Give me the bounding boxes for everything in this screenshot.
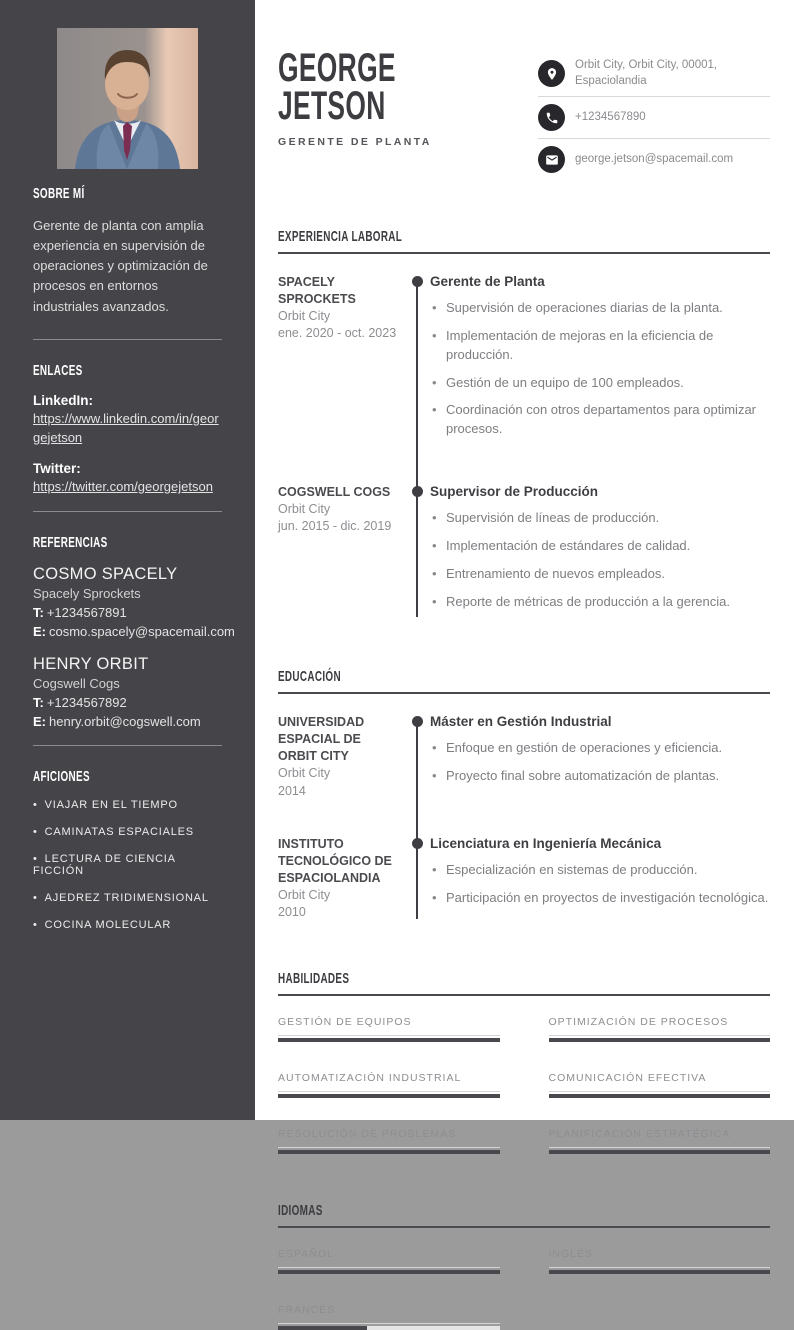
entry-body (416, 274, 770, 448)
hobbies-section (33, 768, 222, 931)
skill-label: AUTOMATIZACIÓN INDUSTRIAL (278, 1071, 462, 1084)
reference-email: E: cosmo.spacely@spacemail.com (33, 624, 235, 640)
language-item (278, 1304, 500, 1330)
entry-title: Supervisor de Producción (430, 484, 599, 500)
skill-track (278, 1147, 500, 1148)
skill-item (278, 1016, 500, 1042)
last-name: JETSON (278, 84, 386, 128)
sidebar (0, 0, 255, 1120)
skill-label: PLANIFICACIÓN ESTRATÉGICA (548, 1127, 731, 1140)
language-track (549, 1267, 771, 1268)
skill-bar (549, 1150, 771, 1154)
phone-icon (538, 104, 565, 131)
contact-text: Orbit City, Orbit City, 00001, Espaciolandia (575, 59, 718, 87)
entry-bullet-list (430, 861, 770, 908)
skill-track (278, 1035, 500, 1036)
link-label: Twitter: (33, 461, 81, 477)
contact-phone (538, 97, 770, 139)
references-heading: REFERENCIAS (33, 534, 108, 552)
skill-bar-fill (549, 1038, 771, 1042)
hobby-item: • COCINA MOLECULAR (33, 919, 222, 931)
skill-track (278, 1091, 500, 1092)
section-rule (278, 252, 770, 254)
skill-bar-fill (278, 1038, 500, 1042)
timeline-dot (412, 838, 423, 849)
email-icon (538, 146, 565, 173)
entry-bullet: • Coordinación con otros departamentos para optimizar procesos. (430, 401, 770, 439)
entry-bullet-list (430, 739, 770, 786)
entry-bullet: • Proyecto final sobre automatización de plantas. (430, 767, 770, 786)
entry-bullet: • Reporte de métricas de producción a la gerencia. (430, 593, 770, 612)
skill-label: RESOLUCIÓN DE PROBLEMAS (278, 1127, 457, 1140)
about-heading: SOBRE MÍ (33, 185, 85, 202)
language-label: ESPAÑOL (278, 1247, 334, 1260)
language-label: FRANCÉS (278, 1303, 336, 1316)
hobby-item: • CAMINATAS ESPACIALES (33, 826, 222, 838)
skills-section (278, 970, 770, 1154)
entry-meta (278, 714, 416, 800)
entry-bullet-list (430, 299, 770, 439)
language-label: INGLÉS (548, 1247, 594, 1260)
skill-item (549, 1072, 771, 1098)
section-rule (278, 1226, 770, 1228)
timeline-dot (412, 276, 423, 287)
reference-company: Cogswell Cogs (33, 676, 120, 692)
references-section (33, 534, 235, 730)
reference-name: COSMO SPACELY (33, 565, 178, 584)
skill-track (549, 1147, 771, 1148)
links-section (33, 362, 222, 498)
entry-title: Gerente de Planta (430, 274, 545, 290)
entry-bullet: • Supervisión de líneas de producción. (430, 509, 770, 528)
reference-email: E: henry.orbit@cogswell.com (33, 714, 201, 730)
skill-item (549, 1016, 771, 1042)
hobby-item: • AJEDREZ TRIDIMENSIONAL (33, 892, 222, 904)
skill-item (278, 1128, 500, 1154)
reference-item (33, 655, 222, 729)
entry-bullet: • Participación en proyectos de investigación tecnológica. (430, 889, 770, 908)
entry-bullet: • Entrenamiento de nuevos empleados. (430, 565, 770, 584)
skills-grid (278, 1016, 770, 1154)
link-item-linkedin (33, 393, 222, 448)
entry-bullet: • Gestión de un equipo de 100 empleados. (430, 374, 770, 393)
entry-dates: ene. 2020 - oct. 2023 (278, 326, 397, 341)
contact-text: george.jetson@spacemail.com (575, 152, 734, 165)
education-entries (278, 714, 770, 921)
entry-title: Máster en Gestión Industrial (430, 714, 612, 730)
entry-bullet-list (430, 509, 770, 611)
languages-section (278, 1202, 770, 1330)
language-bar (278, 1326, 500, 1330)
name-block (278, 45, 457, 180)
about-text: Gerente de planta con amplia experiencia en supervisión de operaciones y optimización de procesos en entornos industriales avanzados. (33, 218, 208, 314)
skill-bar (278, 1150, 500, 1154)
link-item-twitter (33, 461, 222, 497)
language-track (278, 1267, 500, 1268)
links-heading: ENLACES (33, 361, 83, 379)
profile-photo (57, 28, 198, 169)
languages-grid (278, 1248, 770, 1330)
section-heading: EXPERIENCIA LABORAL (278, 228, 403, 246)
experience-entry (278, 274, 770, 448)
language-item (278, 1248, 500, 1274)
education-section (278, 668, 770, 921)
skill-label: GESTIÓN DE EQUIPOS (278, 1015, 412, 1028)
hobby-item: • LECTURA DE CIENCIA FICCIÓN (33, 853, 222, 877)
about-section (33, 185, 222, 317)
contact-email (538, 139, 770, 180)
entry-bullet: • Enfoque en gestión de operaciones y eficiencia. (430, 739, 770, 758)
skill-label: OPTIMIZACIÓN DE PROCESOS (548, 1015, 729, 1028)
first-name: GEORGE (278, 46, 396, 90)
entry-location: Orbit City (278, 308, 331, 323)
sidebar-divider (33, 339, 222, 340)
profile-photo-illustration (57, 28, 198, 169)
language-track (278, 1323, 500, 1324)
entry-body (416, 836, 770, 922)
entry-dates: jun. 2015 - dic. 2019 (278, 519, 392, 534)
reference-phone: T: +1234567891 (33, 605, 127, 621)
timeline-dot (412, 716, 423, 727)
page-job-title: GERENTE DE PLANTA (278, 136, 432, 148)
skill-bar (549, 1094, 771, 1098)
hobby-item: • VIAJAR EN EL TIEMPO (33, 799, 222, 811)
entry-meta (278, 836, 416, 922)
skill-bar-fill (549, 1094, 771, 1098)
skill-label: COMUNICACIÓN EFECTIVA (548, 1071, 707, 1084)
entry-bullet: • Implementación de estándares de calidad. (430, 537, 770, 556)
reference-name: HENRY ORBIT (33, 655, 149, 674)
link-label: LinkedIn: (33, 392, 93, 408)
timeline-dot (412, 486, 423, 497)
education-entry (278, 836, 770, 922)
skill-bar-fill (278, 1094, 500, 1098)
language-bar-fill (278, 1326, 367, 1330)
entry-location: Orbit City (278, 887, 331, 902)
twitter-link[interactable]: https://twitter.com/georgejetson (33, 479, 213, 495)
location-icon (538, 60, 565, 87)
skill-track (549, 1091, 771, 1092)
language-bar-fill (549, 1270, 771, 1274)
section-heading: IDIOMAS (278, 1201, 323, 1219)
language-bar (549, 1270, 771, 1274)
entry-dates: 2010 (278, 905, 306, 920)
reference-phone: T: +1234567892 (33, 695, 127, 711)
entry-dates: 2014 (278, 783, 306, 798)
language-item (549, 1248, 771, 1274)
language-bar-fill (278, 1270, 500, 1274)
entry-meta (278, 484, 416, 620)
skill-item (549, 1128, 771, 1154)
section-heading: HABILIDADES (278, 969, 350, 987)
entry-bullet: • Implementación de mejoras en la eficiencia de producción. (430, 327, 770, 365)
entry-location: Orbit City (278, 766, 331, 781)
hobbies-heading: AFICIONES (33, 768, 90, 786)
header (278, 45, 770, 180)
sidebar-divider (33, 745, 222, 746)
reference-item (33, 565, 235, 640)
skill-bar-fill (278, 1150, 500, 1154)
entry-company: SPACELY SPROCKETS (278, 275, 356, 306)
language-bar (278, 1270, 500, 1274)
skill-bar-fill (549, 1150, 771, 1154)
main-content (255, 0, 794, 1316)
section-rule (278, 994, 770, 996)
contact-list (538, 51, 770, 180)
education-entry (278, 714, 770, 800)
skill-bar (278, 1038, 500, 1042)
entry-body (416, 714, 770, 800)
entry-school: UNIVERSIDAD ESPACIAL DE ORBIT CITY (278, 715, 365, 764)
entry-location: Orbit City (278, 501, 331, 516)
entry-body (416, 484, 770, 620)
hobby-list (33, 799, 222, 931)
contact-text: +1234567890 (575, 110, 646, 123)
skill-bar (549, 1038, 771, 1042)
linkedin-link[interactable]: https://www.linkedin.com/in/georgejetson (33, 410, 219, 445)
entry-bullet: • Especialización en sistemas de producción. (430, 861, 770, 880)
sidebar-divider (33, 511, 222, 512)
entry-company: COGSWELL COGS (278, 485, 391, 500)
skill-bar (278, 1094, 500, 1098)
reference-company: Spacely Sprockets (33, 586, 141, 602)
experience-entry (278, 484, 770, 620)
entry-bullet: • Supervisión de operaciones diarias de la planta. (430, 299, 770, 318)
section-heading: EDUCACIÓN (278, 668, 341, 686)
section-rule (278, 692, 770, 694)
entry-title: Licenciatura en Ingeniería Mecánica (430, 836, 662, 852)
skill-item (278, 1072, 500, 1098)
entry-school: INSTITUTO TECNOLÓGICO DE ESPACIOLANDIA (278, 837, 392, 885)
contact-location (538, 51, 770, 97)
entry-meta (278, 274, 416, 448)
experience-entries (278, 274, 770, 620)
experience-section (278, 228, 770, 620)
skill-track (549, 1035, 771, 1036)
